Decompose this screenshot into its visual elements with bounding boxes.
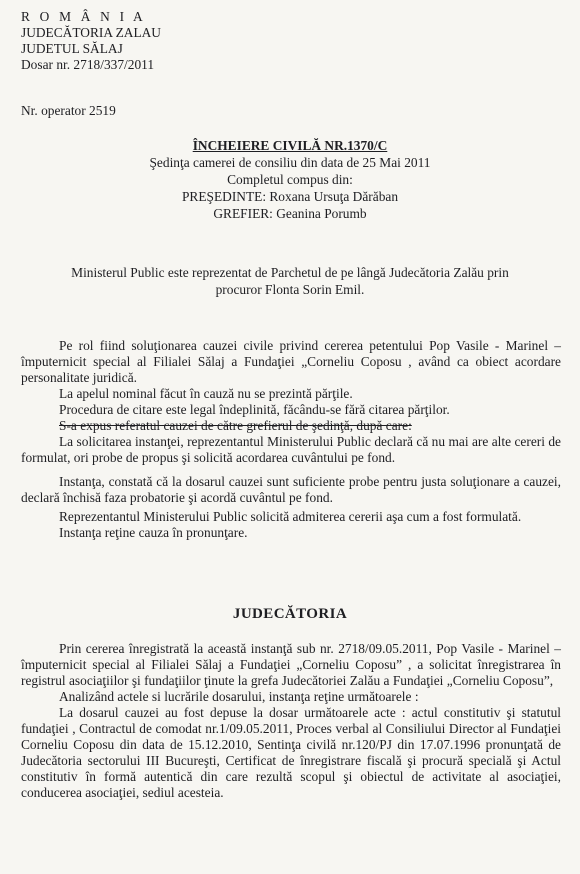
proceedings-paragraph: Procedura de citare este legal îndeplinită, făcându-se fără citarea părţilor. bbox=[59, 402, 450, 417]
country-name: R O M Â N I A bbox=[21, 9, 146, 24]
clerk-line: GREFIER: Geanina Porumb bbox=[213, 206, 367, 221]
judgment-section bbox=[21, 641, 561, 801]
operator-number: Nr. operator 2519 bbox=[21, 103, 116, 118]
proceedings-paragraph: S-a expus referatul cauzei de către grefierul de şedinţă, după care: bbox=[59, 418, 412, 433]
session-block bbox=[0, 137, 580, 222]
prosecutor-block bbox=[0, 264, 580, 298]
document-title: ÎNCHEIERE CIVILĂ NR.1370/C bbox=[192, 138, 388, 153]
proceedings-paragraph: Instanţa, constată că la dosarul cauzei sunt suficiente probe pentru justa soluţionare a cauzei, declară închisă faza probatorie şi acordă cuvântul pe fond. bbox=[21, 474, 561, 505]
proceedings-section bbox=[21, 338, 561, 541]
proceedings-paragraph: La apelul nominal făcut în cauză nu se prezintă părţile. bbox=[59, 386, 353, 401]
session-date: Şedinţa camerei de consiliu din data de 25 Mai 2011 bbox=[149, 155, 431, 170]
proceedings-paragraph: Instanţa reţine cauza în pronunţare. bbox=[59, 525, 248, 540]
proceedings-paragraph: La solicitarea instanţei, reprezentantul Ministerului Public declară că nu mai are alte cereri de formulat, ori probe de propus şi solicită acordarea cuvântului pe fond. bbox=[21, 434, 561, 465]
court-header bbox=[21, 9, 161, 73]
prosecutor-line-1: Ministerul Public este reprezentat de Parchetul de pe lângă Judecătoria Zalău prin bbox=[71, 265, 509, 280]
county-name: JUDETUL SĂLAJ bbox=[21, 41, 123, 56]
proceedings-paragraph: Reprezentantul Ministerului Public solicită admiterea cererii aşa cum a fost formulată. bbox=[59, 509, 522, 524]
panel-line: Completul compus din: bbox=[227, 172, 353, 187]
proceedings-paragraph: Pe rol fiind soluţionarea cauzei civile privind cererea petentului Pop Vasile - Marinel – împuternicit special al Filialei Sălaj a Fundaţiei „Corneliu Coposu , având ca obiect acordare personalitate juridică. bbox=[21, 338, 561, 385]
judgment-paragraph: Prin cererea înregistrată la această instanţă sub nr. 2718/09.05.2011, Pop Vasile - Marinel – împuternicit special al Filialei Sălaj a Fundaţiei „Corneliu Coposu” , a solicitat înregistrarea în registrul asociaţiilor şi fundaţiilor ţinute la grefa Judecătoriei Zalău a Fundaţiei „Corneliu Coposu”, bbox=[21, 641, 561, 688]
prosecutor-line-2: procuror Flonta Sorin Emil. bbox=[215, 282, 365, 297]
judgment-paragraph: La dosarul cauzei au fost depuse la dosar următoarele acte : actul constitutiv şi statutul fundaţiei , Contractul de comodat nr.1/09.05.2011, Proces verbal al Consiliului Director al Fundaţiei Corneliu Coposu din data de 15.12.2010, Sentinţa civilă nr.120/PJ din 17.07.1996 pronunţată de Judecătoria sectorului III Bucureşti, Certificat de înregistrare fiscală şi procură specială şi Actul constitutiv în formă autentică din care rezultă scopul şi obiectul de activitate al asociaţiei, conducerea asociaţiei, sediul acesteia. bbox=[21, 705, 561, 800]
president-line: PREŞEDINTE: Roxana Ursuţa Dărăban bbox=[181, 189, 399, 204]
judgment-paragraph: Analizând actele si lucrările dosarului, instanţa reţine următoarele : bbox=[59, 689, 419, 704]
court-name: JUDECĂTORIA ZALAU bbox=[21, 25, 161, 40]
file-number: Dosar nr. 2718/337/2011 bbox=[21, 57, 155, 72]
section-heading: JUDECĂTORIA bbox=[232, 606, 348, 622]
